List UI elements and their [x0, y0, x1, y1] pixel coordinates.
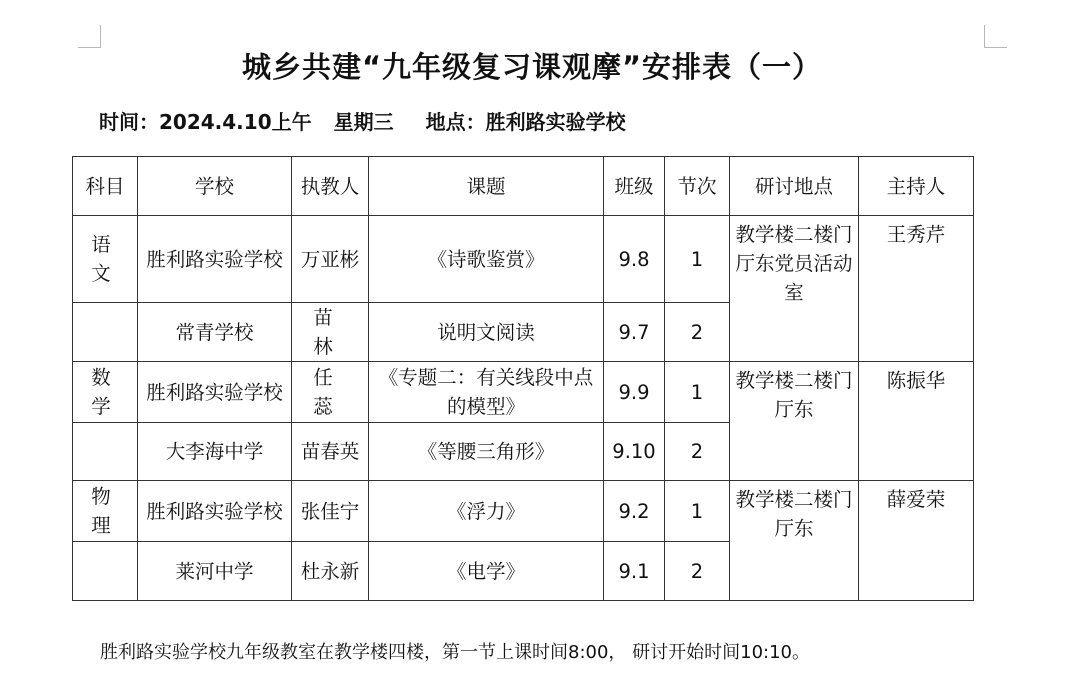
- teacher-cell: 苗 林: [292, 303, 369, 362]
- school-cell: 胜利路实验学校: [138, 481, 292, 542]
- teacher-cell: 杜永新: [292, 542, 369, 601]
- topic-cell: 《电学》: [369, 542, 604, 601]
- period-cell: 2: [665, 542, 730, 601]
- header-subject: 科目: [73, 157, 138, 216]
- table-row: [73, 362, 974, 423]
- header-period: 节次: [665, 157, 730, 216]
- location-label: 地点：胜利路实验学校: [425, 110, 626, 134]
- school-cell: 常青学校: [138, 303, 292, 362]
- topic-cell: 《等腰三角形》: [369, 423, 604, 481]
- subject-cell: 语 文: [73, 216, 138, 303]
- teacher-cell: 万亚彬: [292, 216, 369, 303]
- host-cell: 陈振华: [859, 362, 974, 481]
- time-label: 时间：2024.4.10上午: [99, 110, 312, 134]
- header-topic: 课题: [369, 157, 604, 216]
- header-host: 主持人: [859, 157, 974, 216]
- subject-cell: 物 理: [73, 481, 138, 542]
- teacher-cell: 苗春英: [292, 423, 369, 481]
- topic-cell: 《诗歌鉴赏》: [369, 216, 604, 303]
- class-cell: 9.10: [604, 423, 665, 481]
- class-cell: 9.2: [604, 481, 665, 542]
- header-discussion-place: 研讨地点: [730, 157, 859, 216]
- topic-cell: 《浮力》: [369, 481, 604, 542]
- table-row: [73, 216, 974, 303]
- topic-cell: 《专题二：有关线段中点的模型》: [369, 362, 604, 423]
- subject-cell: 数 学: [73, 362, 138, 423]
- discussion-place-cell: 教学楼二楼门厅东: [730, 481, 859, 601]
- school-cell: 大李海中学: [138, 423, 292, 481]
- host-cell: 薛爱荣: [859, 481, 974, 601]
- subject-cell-empty: [73, 303, 138, 362]
- topic-cell: 说明文阅读: [369, 303, 604, 362]
- period-cell: 1: [665, 216, 730, 303]
- class-cell: 9.1: [604, 542, 665, 601]
- school-cell: 胜利路实验学校: [138, 362, 292, 423]
- teacher-cell: 张佳宁: [292, 481, 369, 542]
- class-cell: 9.8: [604, 216, 665, 303]
- host-cell: 王秀芹: [859, 216, 974, 362]
- period-cell: 1: [665, 362, 730, 423]
- class-cell: 9.9: [604, 362, 665, 423]
- table-header-row: [73, 157, 974, 216]
- header-school: 学校: [138, 157, 292, 216]
- period-cell: 2: [665, 303, 730, 362]
- schedule-table: [72, 156, 974, 601]
- period-cell: 2: [665, 423, 730, 481]
- subject-cell-empty: [73, 423, 138, 481]
- header-class: 班级: [604, 157, 665, 216]
- discussion-place-cell: 教学楼二楼门厅东: [730, 362, 859, 481]
- school-cell: 莱河中学: [138, 542, 292, 601]
- weekday-label: 星期三: [333, 110, 394, 134]
- school-cell: 胜利路实验学校: [138, 216, 292, 303]
- class-cell: 9.7: [604, 303, 665, 362]
- period-cell: 1: [665, 481, 730, 542]
- table-row: [73, 481, 974, 542]
- discussion-place-cell: 教学楼二楼门厅东党员活动室: [730, 216, 859, 362]
- subject-cell-empty: [73, 542, 138, 601]
- schedule-meta: [99, 106, 626, 135]
- footer-note: 胜利路实验学校九年级教室在教学楼四楼，第一节上课时间8:00， 研讨开始时间10:10。: [100, 642, 811, 663]
- document-title: 城乡共建“九年级复习课观摩”安排表（一）: [241, 50, 823, 84]
- teacher-cell: 任 蕊: [292, 362, 369, 423]
- header-teacher: 执教人: [292, 157, 369, 216]
